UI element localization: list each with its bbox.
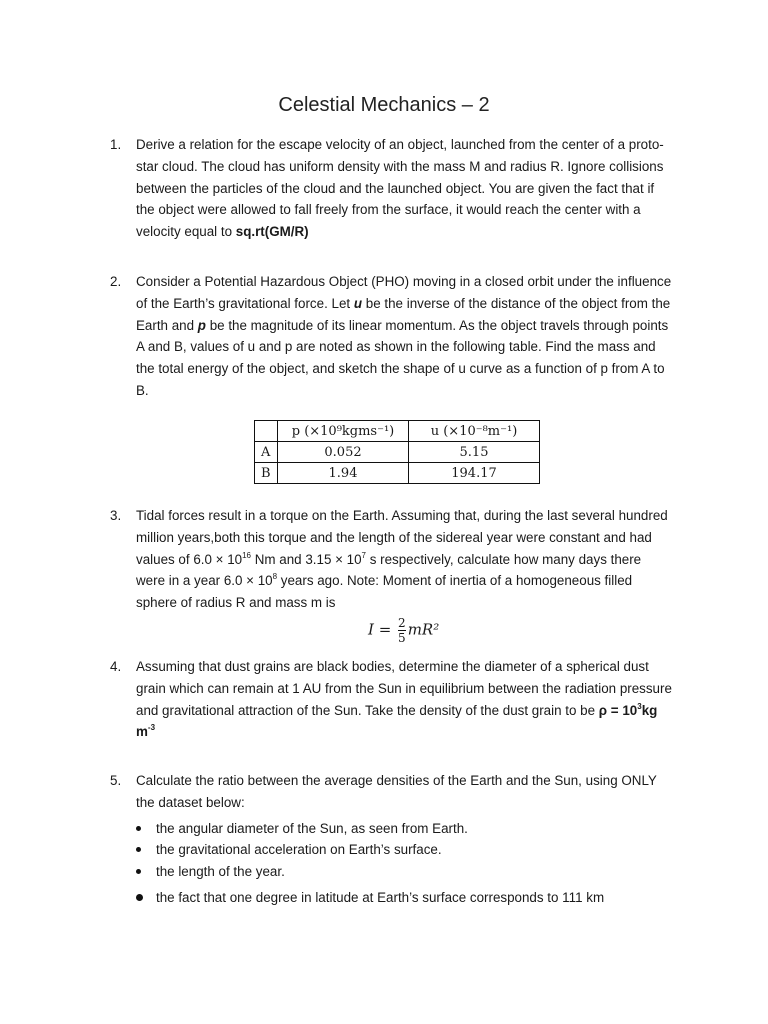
data-table <box>254 420 540 484</box>
table-cell: 0.052 <box>278 442 409 463</box>
question-text <box>136 505 672 614</box>
table-cell: 194.17 <box>409 463 540 484</box>
table-cell: A <box>255 442 278 463</box>
question-text <box>136 271 672 402</box>
q4-text: Assuming that dust grains are black bodies, determine the diameter of a spherical dust grain which can remain at 1 AU from the Sun in equilibrium between the radiation pressure and gravitational attraction of the Sun. Take the density of the dust grain to be <box>136 659 672 718</box>
question-text <box>136 134 672 243</box>
question-2 <box>112 271 672 402</box>
q2-text-1: Consider a Potential Hazardous Object (PHO) moving in a closed orbit under the influence of the Earth’s gravitational force. Let <box>136 274 672 311</box>
q4-unit: kg m <box>136 702 658 740</box>
q4-exponent: 3 <box>637 701 642 711</box>
question-number: 2. <box>110 274 122 289</box>
q3-exponent: 7 <box>361 550 366 560</box>
question-4 <box>112 656 672 743</box>
table-header-row <box>255 421 540 442</box>
q4-exponent: -3 <box>147 723 156 733</box>
list-item: the fact that one degree in latitude at Earth’s surface corresponds to 111 km <box>136 887 672 909</box>
table-cell: 5.15 <box>409 442 540 463</box>
q3-text-1: Tidal forces result in a torque on the Earth. Assuming that, during the last several hundred million years,both this torque and the length of the sidereal year were constant and had values of 6.0 × 10 <box>136 508 668 567</box>
q2-var-p: p <box>197 317 206 333</box>
q3-exponent: 16 <box>242 550 251 560</box>
question-number: 4. <box>110 659 122 674</box>
question-number: 3. <box>110 508 122 523</box>
q1-bold-formula: sq.rt(GM/R) <box>235 224 309 240</box>
page-title: Celestial Mechanics – 2 <box>278 94 490 116</box>
q3-text-3: s respectively, calculate how many days there were in a year 6.0 × 10 <box>136 551 642 589</box>
question-text <box>136 656 672 743</box>
table-header-cell: u (×10⁻⁸m⁻¹) <box>409 421 540 442</box>
question-number: 5. <box>110 773 122 788</box>
question-text: Calculate the ratio between the average densities of the Earth and the Sun, using ONLY the dataset below: <box>136 773 657 810</box>
q2-text-2: be the inverse of the distance of the object from the Earth and <box>136 295 671 333</box>
table-header-cell: p (×10⁹kgms⁻¹) <box>278 421 409 442</box>
table-cell: B <box>255 463 278 484</box>
q2-text-3: be the magnitude of its linear momentum. As the object travels through points A and B, values of u and p are noted as shown in the following table. Find the mass and the total energy of the object, and sketch the shape of u curve as a function of p from A to B. <box>136 317 669 398</box>
table-header-cell <box>255 421 278 442</box>
question-1 <box>112 134 672 243</box>
formula-rhs: mR² <box>407 620 440 639</box>
q3-text-2: Nm and 3.15 × 10 <box>251 551 362 567</box>
list-item: the angular diameter of the Sun, as seen from Earth. <box>136 818 672 840</box>
table-row <box>255 463 540 484</box>
list-item: the gravitational acceleration on Earth’s surface. <box>136 839 672 861</box>
q4-density: ρ = 10 <box>598 702 638 718</box>
question-5 <box>112 770 672 909</box>
q3-text-4: years ago. Note: Moment of inertia of a homogeneous filled sphere of radius R and mass m is <box>136 573 633 611</box>
question-number: 1. <box>110 137 122 152</box>
q2-var-u: u <box>353 295 363 311</box>
moment-of-inertia-formula <box>368 616 439 645</box>
question-3 <box>112 505 672 614</box>
fraction-denominator: 5 <box>398 631 406 645</box>
table-row <box>255 442 540 463</box>
fraction-numerator: 2 <box>398 616 406 630</box>
formula-lhs: I = <box>368 620 392 639</box>
table-cell: 1.94 <box>278 463 409 484</box>
dataset-list <box>136 818 672 909</box>
formula-fraction <box>398 616 406 645</box>
q3-exponent: 8 <box>272 572 278 582</box>
q1-text: Derive a relation for the escape velocity of an object, launched from the center of a proto-star cloud. The cloud has uniform density with the mass M and radius R. Ignore collisions between the particles of the cloud and the launched object. You are given the fact that if the object were allowed to fall freely from the surface, it would reach the center with a velocity equal to <box>136 137 664 240</box>
list-item: the length of the year. <box>136 861 672 883</box>
